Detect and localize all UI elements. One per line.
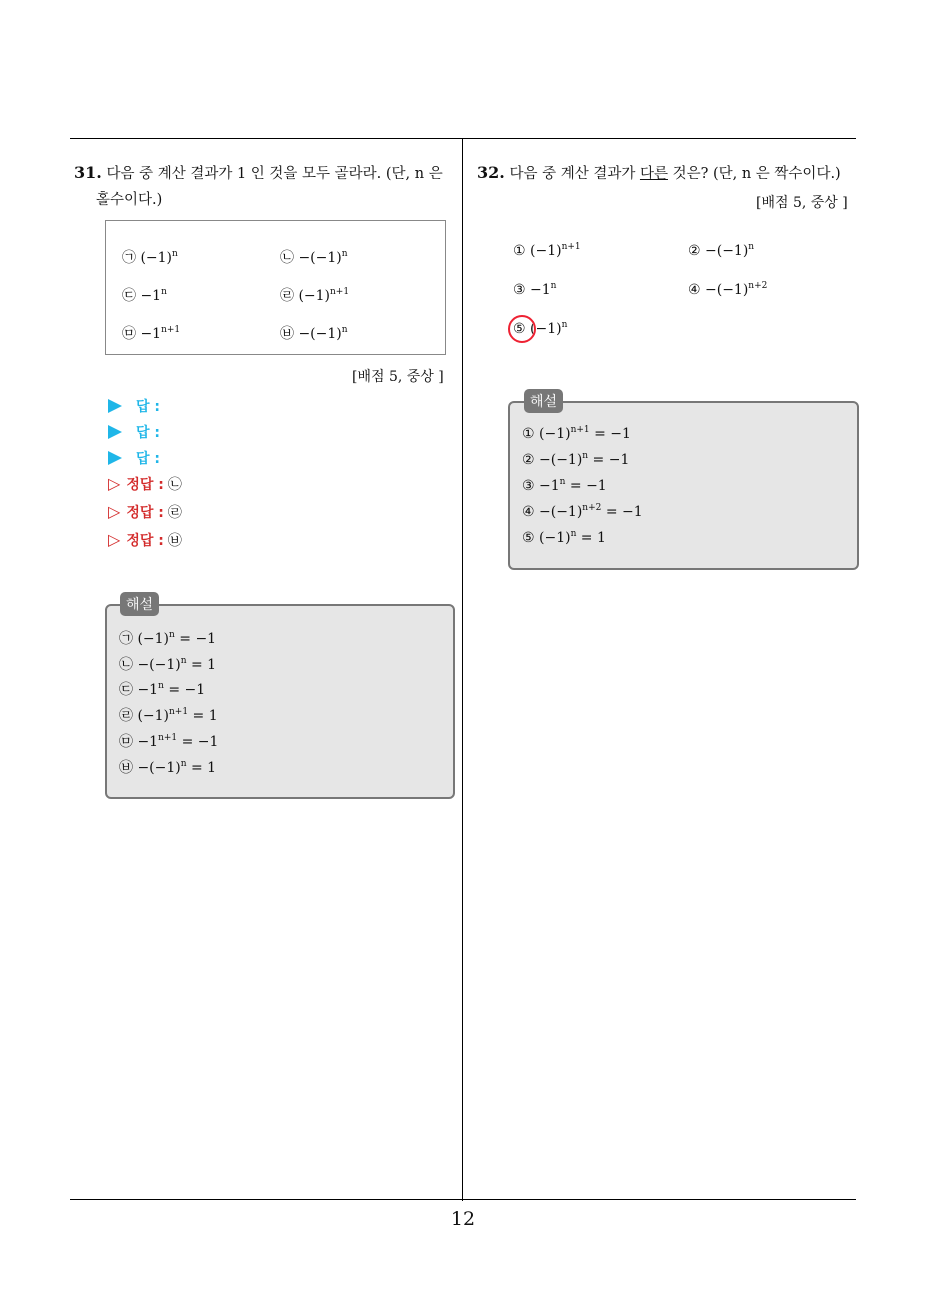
q31-solution-title: 해설 (120, 592, 159, 616)
outline-triangle-icon: ▷ (108, 502, 121, 521)
top-rule (70, 138, 856, 139)
answer-circle-mark (508, 315, 536, 343)
answer-field[interactable]: 답 : (108, 396, 160, 416)
bottom-rule (70, 1199, 856, 1200)
q31-option: ㉤ $-1^{n+1}$ (122, 325, 181, 342)
solution-line: ㉤ $-1^{n+1} = -1$ (119, 733, 219, 750)
solution-line: ② $-(-1)^n = -1$ (522, 451, 630, 468)
solution-line: ㉢ $-1^n = -1$ (119, 681, 206, 698)
solution-line: ① $(-1)^{n+1} = -1$ (522, 425, 631, 442)
correct-answer: ▷ 정답 : ㉣ (108, 502, 182, 521)
q32-solution-title: 해설 (524, 389, 563, 413)
q31-number: 31. (74, 163, 102, 182)
column-divider (462, 139, 463, 1201)
q31-score: [배점 5, 중상 ] (352, 369, 444, 385)
q31-solution-box (105, 604, 455, 799)
q31-option: ㉢ $-1^n$ (122, 287, 167, 304)
answer-field[interactable]: 답 : (108, 422, 160, 442)
q32-option: ③ $-1^n$ (513, 281, 557, 298)
q31-text (74, 160, 459, 213)
q32-option: ② $-(-1)^n$ (688, 242, 755, 259)
play-icon (108, 451, 122, 465)
q31-option: ㉡ $-(-1)^n$ (280, 249, 348, 266)
q32-text: 32. 다음 중 계산 결과가 다른 것은? (단, n 은 짝수이다.) (477, 163, 841, 182)
q32-solution-box (508, 401, 859, 570)
q32-number: 32. (477, 163, 505, 182)
q31-line1: 다음 중 계산 결과가 1 인 것을 모두 골라라. (단, n 은 (106, 166, 443, 182)
solution-line: ⑤ $(-1)^n = 1$ (522, 529, 606, 546)
q32-option: ④ $-(-1)^{n+2}$ (688, 281, 768, 298)
q32-option: ① $(-1)^{n+1}$ (513, 242, 581, 259)
q32-option: ⑤ $(-1)^n$ (513, 320, 568, 337)
q31-line2: 홀수이다.) (96, 192, 163, 208)
q31-option: ㉣ $(-1)^{n+1}$ (280, 287, 350, 304)
correct-answer: ▷ 정답 : ㉥ (108, 530, 182, 549)
q31-option: ㉥ $-(-1)^n$ (280, 325, 348, 342)
solution-line: ㉡ $-(-1)^n = 1$ (119, 656, 217, 673)
solution-line: ④ $-(-1)^{n+2} = -1$ (522, 503, 643, 520)
outline-triangle-icon: ▷ (108, 530, 121, 549)
q31-options-box (105, 220, 446, 355)
underlined-word: 다른 (639, 166, 668, 182)
q32-score: [배점 5, 중상 ] (756, 195, 848, 211)
play-icon (108, 425, 122, 439)
q31-option: ㉠ $(-1)^n$ (122, 249, 178, 266)
correct-answer: ▷ 정답 : ㉡ (108, 474, 182, 493)
solution-line: ③ $-1^n = -1$ (522, 477, 607, 494)
play-icon (108, 399, 122, 413)
page-number: 12 (450, 1208, 476, 1230)
outline-triangle-icon: ▷ (108, 474, 121, 493)
solution-line: ㉠ $(-1)^n = -1$ (119, 630, 217, 647)
solution-line: ㉥ $-(-1)^n = 1$ (119, 759, 217, 776)
answer-field[interactable]: 답 : (108, 448, 160, 468)
solution-line: ㉣ $(-1)^{n+1} = 1$ (119, 707, 218, 724)
